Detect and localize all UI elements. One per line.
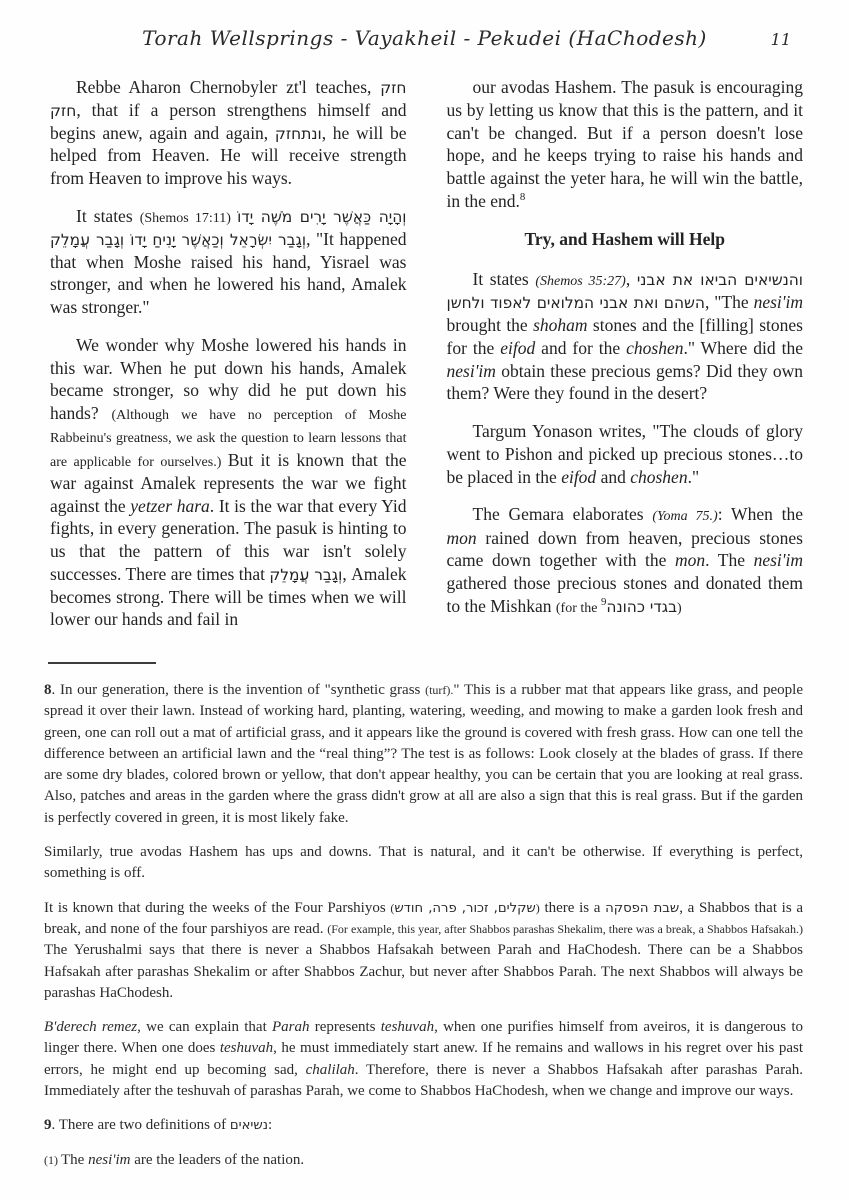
text-run: stones and the [filling] stones for the — [446, 315, 803, 358]
text-run: brought the — [446, 315, 534, 336]
text-run: gathered those precious stones and donated them to the Mishkan — [446, 573, 803, 616]
text-run: It is known that during the weeks of the Four Parshiyos — [44, 899, 391, 916]
section-heading: Try, and Hashem will Help — [524, 228, 725, 249]
text-run: But it is known that the war against Amalek represents the war we fight against the — [50, 449, 407, 516]
paragraph — [447, 268, 804, 405]
text-run: (1) — [44, 1152, 61, 1167]
text-run: The Gemara elaborates — [472, 504, 653, 525]
text-run: ." Where did the — [683, 337, 803, 358]
text-run: (turf). — [425, 683, 454, 697]
text-run: nesi'im — [88, 1151, 131, 1168]
footnotes-section — [0, 662, 849, 1171]
text-run: Parah — [271, 1019, 310, 1036]
paragraph — [447, 76, 804, 213]
text-run: represents — [309, 1019, 381, 1036]
text-run: choshen — [626, 337, 684, 358]
page-header — [0, 0, 849, 50]
paragraph — [50, 76, 407, 190]
text-run: (Shemos 17:11) — [139, 210, 238, 226]
text-run: . It is the war that every Yid fights, in every generation. The pasuk is hinting to us that the pattern of this war isn't solely successes. There are times that — [50, 495, 407, 584]
footnote-8-para3 — [44, 898, 803, 1004]
text-run: נשיאים — [229, 1118, 269, 1134]
text-run: ונתחזק — [274, 124, 322, 143]
text-run: eifod — [561, 466, 597, 487]
text-run: והנשיאים הביאו את אבני השהם ואת אבני המלואים לאפוד ולחשן — [446, 271, 804, 313]
text-run: , he must immediately start anew. If he remains and wallows in his regret over his past errors, he might end up becoming sad, — [44, 1040, 803, 1078]
text-run: Rebbe Aharon Chernobyler zt'l teaches, — [76, 77, 381, 97]
text-run: The Yerushalmi says that there is never a Shabbos Hafsakah between Parah and HaChodesh. There can be a Shabbos Hafsakah after parashas Shekalim or after Shabbos Zachur, but never after Shabbos Parah. The next Shabbos will always be parashas HaChodesh. — [44, 942, 803, 1001]
text-run: The — [61, 1151, 89, 1168]
paragraph — [50, 205, 407, 319]
text-run: , that if a person strengthens himself and begins anew, again and again, — [50, 99, 407, 143]
text-run: 9 — [44, 1117, 52, 1134]
text-run: chalilah — [305, 1061, 355, 1078]
text-run: rained down from heaven, precious stones came down together with the — [446, 527, 803, 571]
text-run: Targum Yonason writes, "The clouds of glory went to Pishon and picked up precious stones…to be placed in the — [446, 421, 803, 487]
text-run: ) — [676, 600, 682, 616]
text-run: : — [268, 1117, 273, 1134]
footnote-8 — [44, 680, 803, 829]
text-run: , Amalek becomes strong. There will be times when we will lower our hands and fail in — [50, 563, 407, 630]
text-run: mon — [675, 550, 706, 571]
text-run: וְגָבַר עֲמָלֵק — [269, 565, 343, 584]
text-run: , we can explain that — [137, 1019, 272, 1036]
text-run: our avodas Hashem. The pasuk is encouraging us by letting us know that this is the pattern, and it can't be changed. But if a person doesn't lose hope, and he keeps trying to raise his hands and battle against the yeter hara, he will win the battle, in the end. — [446, 77, 803, 211]
text-run: yetzer hara — [130, 495, 210, 516]
text-run: and for the — [535, 337, 627, 358]
text-run: , "It happened that when Moshe raised his hand, Yisrael was stronger, and when he lowered his hand, Amalek was stronger." — [50, 228, 407, 318]
text-run: B'derech remez — [44, 1019, 138, 1036]
text-run: . There are two definitions of — [51, 1117, 230, 1134]
footnote-8-para2 — [44, 842, 803, 885]
text-run: , he will be helped from Heaven. He will receive strength from Heaven to improve his ways. — [50, 122, 407, 188]
text-run: (Shemos 35:27) — [535, 274, 626, 290]
footnote-8-para4 — [44, 1017, 803, 1102]
left-column — [50, 76, 407, 646]
text-run: shoham — [533, 315, 588, 336]
text-run: nesi'im — [446, 360, 496, 381]
text-run: 9 — [600, 596, 607, 609]
footnote-separator — [48, 662, 156, 664]
text-run: there is a — [539, 899, 606, 916]
text-run: teshuvah — [380, 1019, 435, 1036]
page-number: 11 — [770, 30, 791, 49]
text-run: (Although we have no perception of Moshe Rabbeinu's greatness, we ask the question to learn lessons that are applicable for ourselves.) — [50, 408, 407, 470]
text-run: " This is a rubber mat that appears like grass, and people spread it over their lawn. Instead of working hard, planting, watering, weeding, and mowing to make a garden look fresh and green, one can roll out a mat of artificial grass, and it appears like the ground is covered with fresh grass. How can one tell the difference between an artificial lawn and the “real thing”? The test is as follows: Look closely at the blades of grass. If there are some dry blades, colored brown or yellow, that don't appear healthy, you can be certain that you are looking at real grass. Also, patches and areas in the garden where the grass didn't grow at all are also a sign that this is real grass. But if the garden is perfectly covered in green, it is most likely fake. — [44, 682, 803, 826]
text-run: שקלים, זכור, פרה, חודש — [394, 900, 536, 916]
page-title: Torah Wellsprings - Vayakheil - Pekudei (HaChodesh) — [142, 26, 707, 50]
text-run: It states — [76, 205, 140, 226]
text-run: ." — [687, 466, 700, 487]
text-run: וְהָיָה כַּאֲשֶׁר יָרִים מֹשֶׁה יָדוֹ וְגָבַר יִשְׂרָאֵל וְכַאֲשֶׁר יָנִיחַ יָדוֹ וְגָבַר עֲמָלֵק — [50, 207, 407, 249]
text-run: and — [596, 466, 631, 487]
text-run: . The — [705, 550, 754, 571]
text-run: בגדי כהונה — [606, 597, 677, 616]
paragraph — [50, 334, 407, 631]
right-column — [447, 76, 804, 646]
text-run: חזק חזק — [50, 79, 407, 120]
footnote-9-item1 — [44, 1150, 803, 1171]
text-run: . In our generation, there is the invention of "synthetic grass — [51, 682, 426, 698]
text-run: mon — [446, 527, 477, 548]
text-run: nesi'im — [753, 292, 803, 313]
text-run: choshen — [630, 466, 688, 487]
text-run: ( — [390, 900, 395, 915]
text-run: , when one purifies himself from aveiros, it is dangerous to linger there. When one does — [44, 1019, 804, 1057]
text-run: eifod — [500, 337, 536, 358]
text-run: : When the — [717, 504, 803, 525]
text-run: Similarly, true avodas Hashem has ups and downs. That is natural, and it can't be otherwise. If everything is perfect, something is off. — [44, 844, 803, 882]
text-run: teshuvah — [219, 1040, 274, 1057]
paragraph — [447, 420, 804, 488]
footnote-9 — [44, 1115, 803, 1136]
text-run: obtain these precious gems? Did they own them? Were they found in the desert? — [446, 360, 803, 404]
text-run: . Therefore, there is never a Shabbos Hafsakah after parashas Parah. Immediately after the teshuvah of parashas Parah, we come to Shabbos HaChodesh, when we change and improve our ways. — [44, 1061, 803, 1100]
text-run: 8 — [44, 682, 52, 698]
text-run: are the leaders of the nation. — [130, 1151, 305, 1168]
text-run: (For example, this year, after Shabbos parashas Shekalim, there was a break, a Shabbos Hafsakah.) — [327, 921, 804, 936]
text-run: (Yoma 75.) — [652, 509, 718, 525]
text-run: (for the — [555, 600, 601, 616]
text-run: nesi'im — [753, 550, 803, 571]
text-run: , — [625, 269, 637, 290]
text-run: , "The — [705, 292, 754, 313]
text-run: We wonder why Moshe lowered his hands in this war. When he put down his hands, Amalek became stronger, so why did he put down his hands? — [50, 334, 407, 424]
text-run: 8 — [519, 190, 526, 203]
main-content — [0, 50, 849, 646]
text-run: It states — [472, 269, 536, 290]
text-run: ) — [535, 900, 540, 915]
text-run: , a Shabbos that is a break, and none of the four parshiyos are read. — [44, 899, 804, 937]
paragraph — [447, 503, 804, 618]
text-run: שבת הפסקה — [605, 900, 680, 916]
